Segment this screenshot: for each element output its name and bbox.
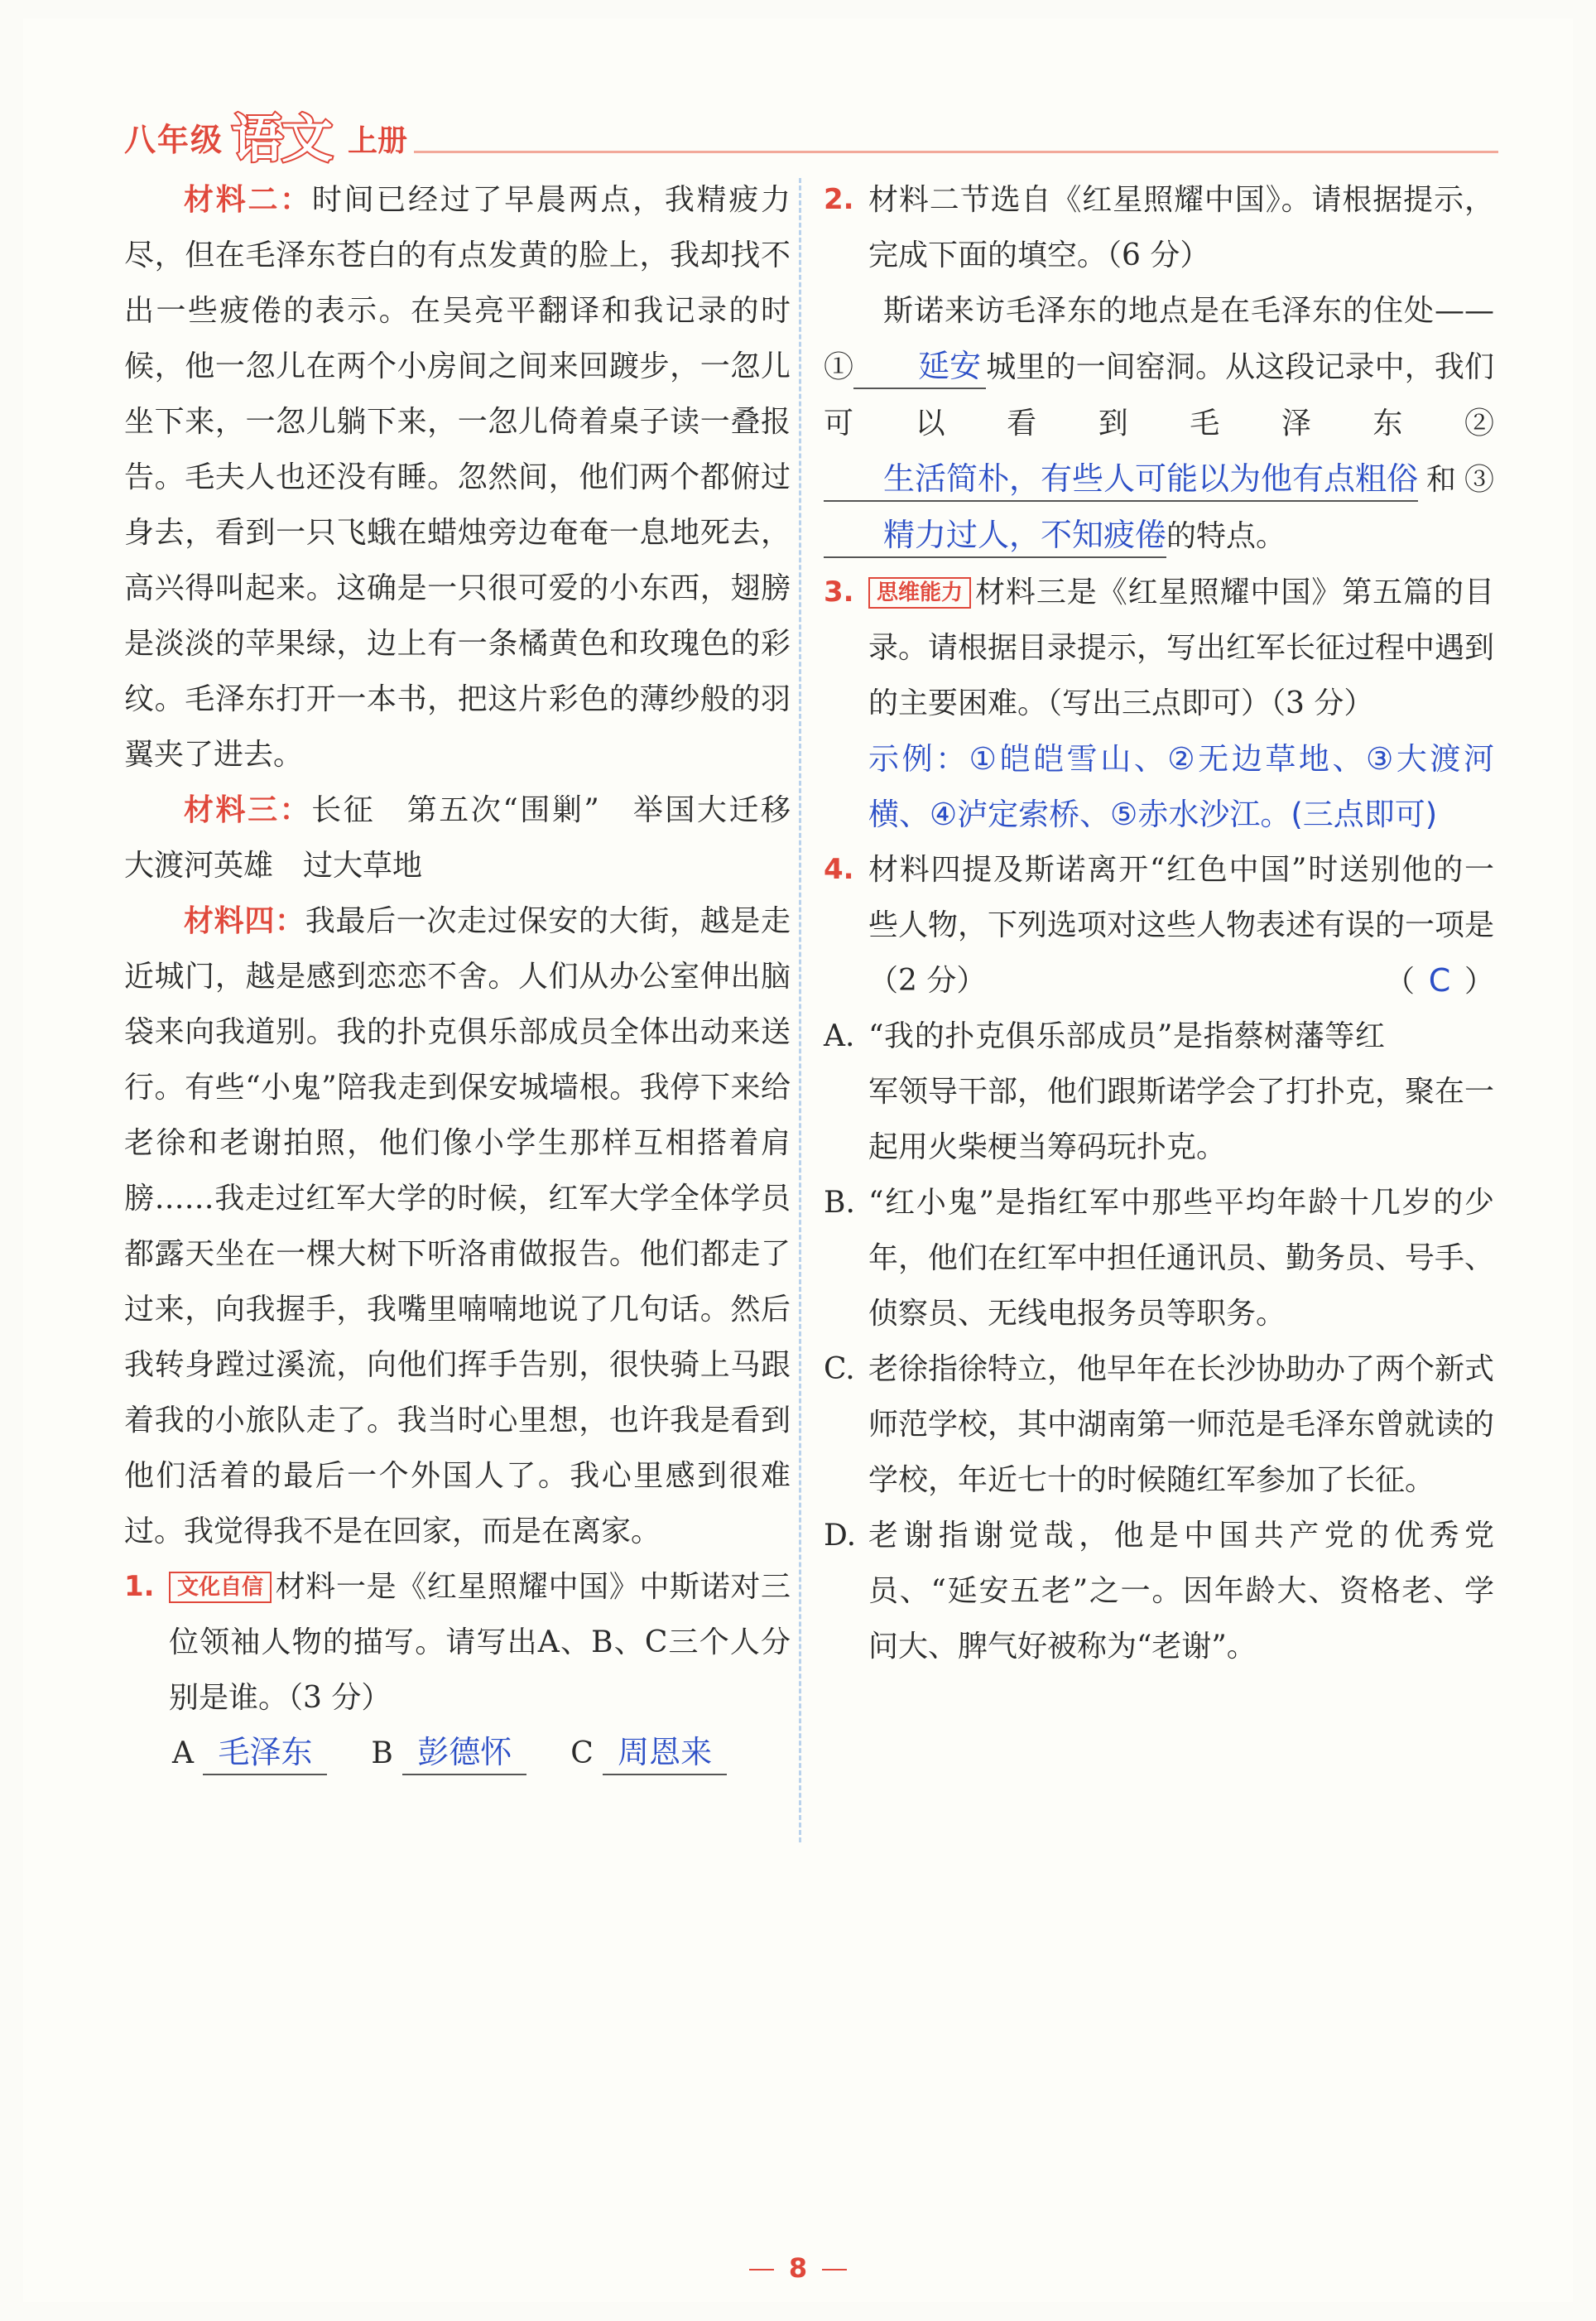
option-b-letter: B.: [824, 1186, 855, 1220]
page-footer: [0, 2252, 1596, 2284]
question-4-prompt: [868, 842, 1494, 1009]
question-2-text: 材料二节选自《红星照耀中国》。请根据提示，完成下面的填空。（6 分）: [868, 183, 1494, 272]
material-2: [124, 172, 791, 782]
material-3-text: 长征 第五次“围剿” 举国大迁移 大渡河英雄 过大草地: [124, 793, 821, 883]
material-3: [124, 782, 821, 893]
right-column: [824, 172, 1494, 1674]
material-4-text: 我最后一次走过保安的大街，越是走近城门，越是感到恋恋不舍。人们从办公室伸出脑袋来向我道别。我的扑克俱乐部成员全体出动来送行。有些“小鬼”陪我走到保安城墙根。我停下来给老徐和老谢拍照，他们像小学生那样互相搭着肩膀……我走过红军大学的时候，红军大学全体学员都露天坐在一棵大树下听洛甫做报告。他们都走了过来，向我握手，我嘴里喃喃地说了几句话。然后我转身蹚过溪流，向他们挥手告别，很快骑上马跟着我的小旅队走了。我当时心里想，也许我是看到他们活着的最后一个外国人了。我心里感到很难过。我觉得我不是在回家，而是在离家。: [124, 904, 791, 1548]
paren-close: ）: [1464, 965, 1494, 999]
question-1-tag: 文化自信: [169, 1572, 272, 1603]
option-a-text: “我的扑克俱乐部成员”是指蔡树藩等红军领导干部，他们跟斯诺学会了打扑克，聚在一起用火柴梗当筹码玩扑克。: [868, 1019, 1495, 1164]
fill-blank-2[interactable]: 生活简朴，有些人可能以为他有点粗俗: [824, 457, 1418, 502]
question-1-text: 材料一是《红星照耀中国》中斯诺对三位领袖人物的描写。请写出A、B、C三个人分别是谁。（3 分）: [169, 1570, 791, 1715]
material-4-label: 材料四：: [184, 904, 305, 938]
option-d[interactable]: [824, 1508, 1494, 1674]
answer-b-blank[interactable]: 彭德怀: [402, 1731, 526, 1775]
question-2: [824, 172, 1494, 283]
option-d-letter: D.: [824, 1519, 857, 1553]
material-4: [124, 893, 791, 1559]
fill-text-2: 城里的一间窑洞。从这段记录中，我们可以看到毛泽东②: [824, 350, 1494, 441]
answer-c-label: C: [570, 1736, 594, 1770]
left-column: [124, 172, 821, 1781]
question-1-prompt: [169, 1559, 791, 1726]
footer-dash-right: [822, 2269, 847, 2270]
question-4: [824, 842, 1494, 1009]
question-4-text: 材料四提及斯诺离开“红色中国”时送别他的一些人物，下列选项对这些人物表述有误的一项是（2 分）: [868, 853, 1495, 998]
header-volume: 上册: [348, 124, 408, 158]
answer-b-label: B: [371, 1736, 393, 1770]
question-1-answers: [169, 1726, 791, 1781]
question-3-tag: 思维能力: [868, 577, 971, 609]
answer-a-label: A: [172, 1736, 194, 1770]
question-3: [824, 565, 1494, 842]
answer-a-blank[interactable]: 毛泽东: [203, 1731, 327, 1775]
material-2-text: 时间已经过了早晨两点，我精疲力尽，但在毛泽东苍白的有点发黄的脸上，我却找不出一些疲倦的表示。在吴亮平翻译和我记录的时候，他一忽儿在两个小房间之间来回踱步，一忽儿坐下来，一忽儿躺下来，一忽儿倚着桌子读一叠报告。毛夫人也还没有睡。忽然间，他们两个都俯过身去，看到一只飞蛾在蜡烛旁边奄奄一息地死去，高兴得叫起来。这确是一只很可爱的小东西，翅膀是淡淡的苹果绿，边上有一条橘黄色和玫瑰色的彩纹。毛泽东打开一本书，把这片彩色的薄纱般的羽翼夹了进去。: [124, 183, 791, 772]
option-c[interactable]: [824, 1341, 1494, 1508]
question-3-text: 材料三是《红星照耀中国》第五篇的目录。请根据目录提示，写出红军长征过程中遇到的主要困难。（写出三点即可）（3 分）: [868, 575, 1495, 720]
footer-dash-left: [749, 2269, 774, 2270]
question-1-number: 1.: [124, 1570, 155, 1603]
question-4-answer[interactable]: C: [1428, 962, 1451, 999]
question-3-answer[interactable]: 示例：①皑皑雪山、②无边草地、③大渡河横、④泸定索桥、⑤赤水沙江。(三点即可): [868, 741, 1494, 832]
option-c-text: 老徐指徐特立，他早年在长沙协助办了两个新式师范学校，其中湖南第一师范是毛泽东曾就读的学校，年近七十的时候随红军参加了长征。: [868, 1352, 1495, 1497]
question-3-number: 3.: [824, 575, 854, 609]
fill-blank-1[interactable]: 延安: [853, 344, 986, 389]
question-2-fill: [824, 283, 1494, 565]
option-a[interactable]: [824, 1009, 1494, 1175]
option-b-text: “红小鬼”是指红军中那些平均年龄十几岁的少年，他们在红军中担任通讯员、勤务员、号手、侦察员、无线电报务员等职务。: [868, 1186, 1495, 1331]
fill-blank-3[interactable]: 精力过人，不知疲倦: [824, 513, 1166, 558]
page-number: 8: [788, 2252, 808, 2284]
header-grade: 八年级: [124, 122, 224, 158]
option-d-text: 老谢指谢觉哉，他是中国共产党的优秀党员、“延安五老”之一。因年龄大、资格老、学问大、脾气好被称为“老谢”。: [868, 1519, 1494, 1664]
option-b[interactable]: [824, 1175, 1494, 1341]
fill-text-4: 的特点。: [1166, 519, 1286, 553]
fill-text-3: 和③: [1418, 463, 1494, 497]
answer-c-blank[interactable]: 周恩来: [603, 1731, 727, 1775]
fill-text-1: 斯诺来访毛泽东的地点是在毛泽东的住处——①: [824, 294, 1494, 384]
option-c-letter: C.: [824, 1352, 855, 1386]
header-rule: [414, 151, 1498, 153]
question-4-answer-slot[interactable]: [1385, 953, 1494, 1009]
question-3-prompt: [868, 565, 1494, 731]
column-divider: [799, 178, 801, 1842]
material-3-label: 材料三：: [184, 793, 312, 827]
paren-open: （: [1384, 965, 1415, 999]
option-a-letter: A.: [824, 1019, 855, 1053]
material-2-label: 材料二：: [184, 183, 312, 217]
header-subject-logo: 语文: [232, 108, 332, 169]
question-4-number: 4.: [824, 853, 854, 886]
page-header: [124, 108, 1498, 169]
question-2-number: 2.: [824, 183, 854, 216]
question-1: [124, 1559, 791, 1781]
